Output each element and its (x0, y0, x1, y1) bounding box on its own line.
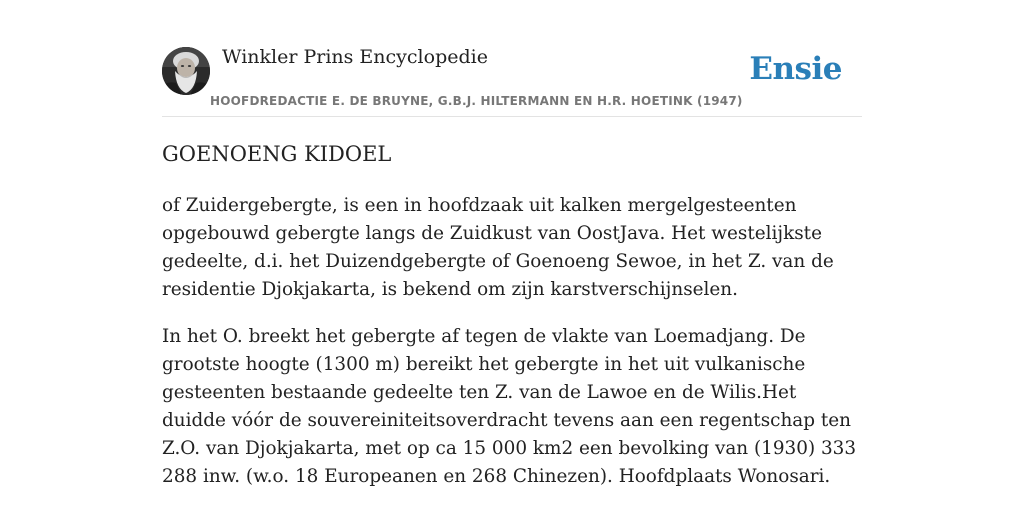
entry-paragraph-1: of Zuidergebergte, is een in hoofdzaak uit kalken mergelgesteenten opgebouwd gebergte langs de Zuidkust van OostJava. Het westelijkste gedeelte, d.i. het Duizendgebergte of Goenoeng Sewoe, in het Z. van de residentie Djokjakarta, is bekend om zijn karstverschijnselen. (162, 195, 834, 300)
portrait-avatar-icon[interactable] (162, 47, 210, 95)
entry-content (162, 192, 862, 510)
entry-paragraph-2: In het O. breekt het gebergte af tegen de vlakte van Loemadjang. De grootste hoogte (1300 m) bereikt het gebergte in het uit vulkanische gesteenten bestaande gedeelte ten Z. van de Lawoe en de Wilis.Het duidde vóór de souvereiniteitsoverdracht tevens aan een regentschap ten Z.O. van Djokjakarta, met op ca 15 000 km2 een bevolking van (1930) 333 288 inw. (w.o. 18 Europeanen en 268 Chinezen). Hoofdplaats Wonosari. (162, 326, 857, 487)
ensie-logo[interactable]: Ensie (749, 51, 842, 87)
source-title[interactable]: Winkler Prins Encyclopedie (222, 46, 488, 68)
source-header (162, 46, 862, 117)
source-subtitle: HOOFDREDACTIE E. DE BRUYNE, G.B.J. HILTERMANN EN H.R. HOETINK (1947) (210, 94, 743, 108)
entry-title: GOENOENG KIDOEL (162, 142, 392, 166)
